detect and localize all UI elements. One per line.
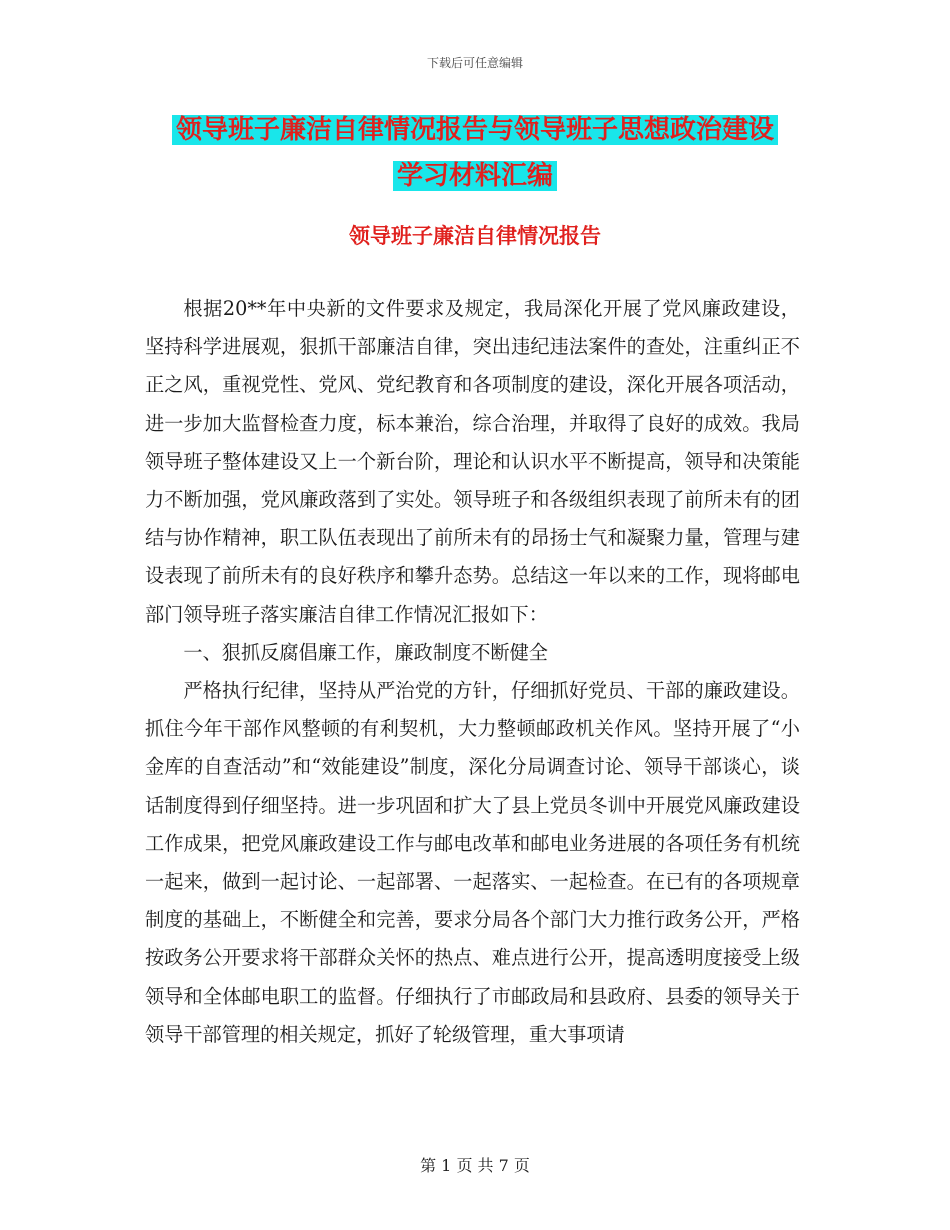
paragraph-heading-1: 一、狠抓反腐倡廉工作，廉政制度不断健全 <box>183 640 548 664</box>
section-title: 领导班子廉洁自律情况报告 <box>349 224 601 248</box>
paragraph-section-1: 严格执行纪律，坚持从严治党的方针，仔细抓好党员、干部的廉政建设。抓住今年干部作风整顿的有利契机，大力整顿邮政机关作风。坚持开展了“小金库的自查活动”和“效能建设”制度，深化分局调查讨论、领导干部谈心，谈话制度得到仔细坚持。进一步巩固和扩大了县上党员冬训中开展党风廉政建设工作成果，把党风廉政建设工作与邮电改革和邮电业务进展的各项任务有机统一起来，做到一起讨论、一起部署、一起落实、一起检查。在已有的各项规章制度的基础上，不断健全和完善，要求分局各个部门大力推行政务公开，严格按政务公开要求将干部群众关怀的热点、难点进行公开，提高透明度接受上级领导和全体邮电职工的监督。仔细执行了市邮政局和县政府、县委的领导关于领导干部管理的相关规定，抓好了轮级管理，重大事项请 <box>145 679 800 1046</box>
header-note: 下载后可任意编辑 <box>426 56 523 70</box>
page-footer: 第 1 页 共 7 页 <box>420 1156 530 1175</box>
body-text <box>145 290 800 1054</box>
document-title-line-2 <box>0 156 950 196</box>
title-line-2-text: 学习材料汇编 <box>393 161 557 191</box>
title-line-1-text: 领导班子廉洁自律情况报告与领导班子思想政治建设 <box>172 115 778 145</box>
document-title-line-1 <box>0 110 950 150</box>
paragraph-intro: 根据20**年中央新的文件要求及规定，我局深化开展了党风廉政建设，坚持科学进展观，狠抓干部廉洁自律，突出违纪违法案件的查处，注重纠正不正之风，重视党性、党风、党纪教育和各项制度的建设，深化开展各项活动，进一步加大监督检查力度，标本兼治，综合治理，并取得了良好的成效。我局领导班子整体建设又上一个新台阶，理论和认识水平不断提高，领导和决策能力不断加强，党风廉政落到了实处。领导班子和各级组织表现了前所未有的团结与协作精神，职工队伍表现出了前所未有的昂扬士气和凝聚力量，管理与建设表现了前所未有的良好秩序和攀升态势。总结这一年以来的工作，现将邮电部门领导班子落实廉洁自律工作情况汇报如下： <box>145 297 800 626</box>
